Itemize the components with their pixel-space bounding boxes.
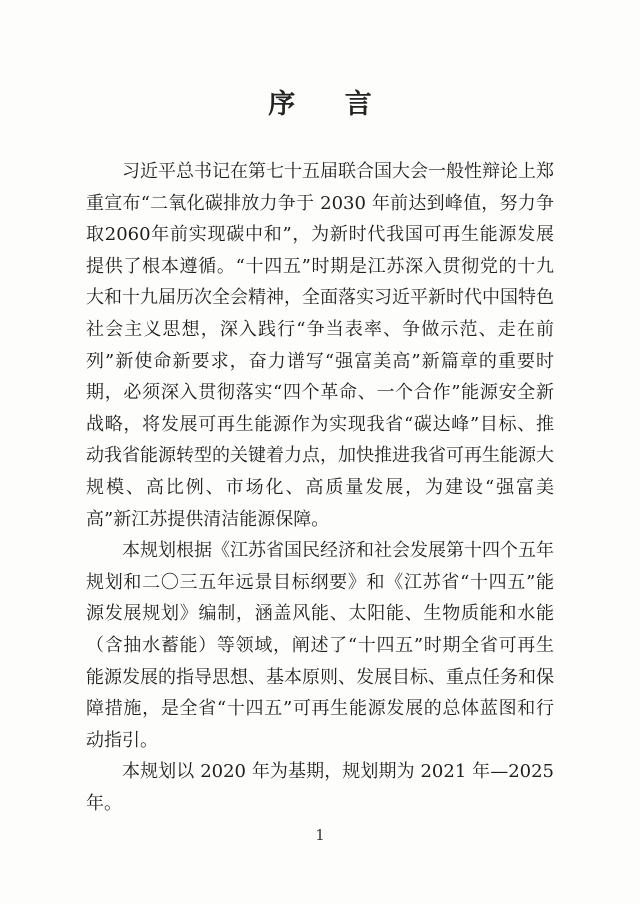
- paragraph-1: 习近平总书记在第七十五届联合国大会一般性辩论上郑重宣布“二氧化碳排放力争于 2030 年前达到峰值，努力争取2060年前实现碳中和”，为新时代我国可再生能源发展提供了根本遵循。“十四五”时期是江苏深入贯彻党的十九大和十九届历次全会精神，全面落实习近平新时代中国特色社会主义思想，深入践行“争当表率、争做示范、走在前列”新使命新要求，奋力谱写“强富美高”新篇章的重要时期，必须深入贯彻落实“四个革命、一个合作”能源安全新战略，将发展可再生能源作为实现我省“碳达峰”目标、推动我省能源转型的关键着力点，加快推进我省可再生能源大规模、高比例、市场化、高质量发展，为建设“强富美高”新江苏提供清洁能源保障。: [86, 161, 554, 530]
- paragraph-2: 本规划根据《江苏省国民经济和社会发展第十四个五年规划和二〇三五年远景目标纲要》和《江苏省“十四五”能源发展规划》编制，涵盖风能、太阳能、生物质能和水能（含抽水蓄能）等领域，阐述了“十四五”时期全省可再生能源发展的指导思想、基本原则、发展目标、重点任务和保障措施，是全省“十四五”可再生能源发展的总体蓝图和行动指引。: [86, 540, 554, 751]
- body-text: [86, 156, 554, 819]
- page-number: 1: [315, 826, 325, 844]
- page-title: 序 言: [268, 89, 392, 120]
- paragraph-3: 本规划以 2020 年为基期，规划期为 2021 年—2025 年。: [86, 761, 554, 814]
